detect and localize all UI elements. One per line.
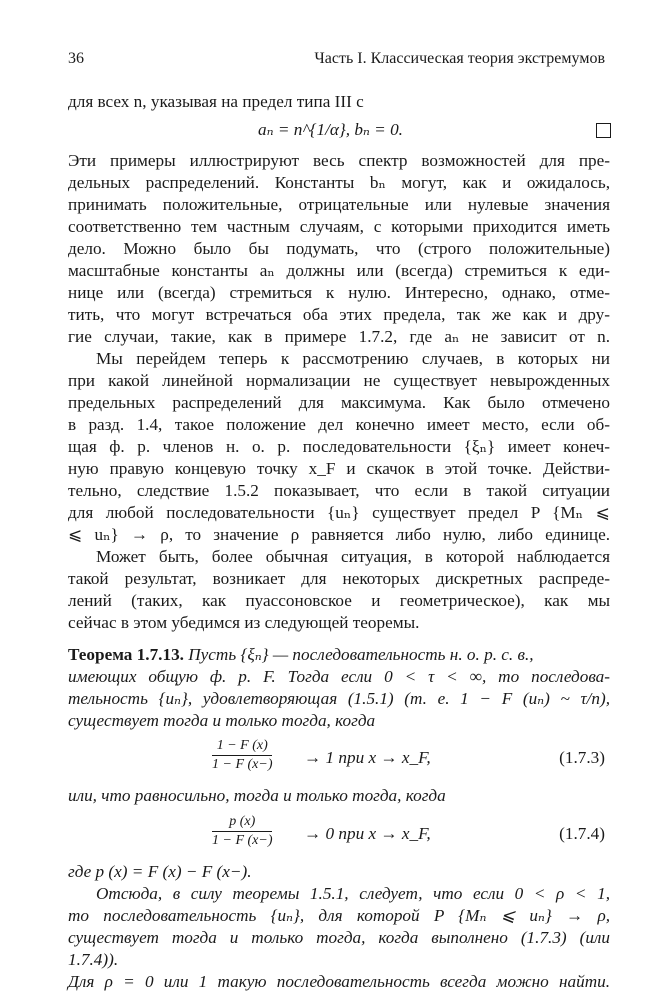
theorem-label: Теорема 1.7.13. [68,645,184,664]
para1-line: принимать положительные, отрицательные или нулевые значения [68,195,610,214]
eq1-numerator: 1 − F (x) [212,738,272,756]
para2-line: тельно, следствие 1.5.2 показывает, что если в такой ситуации [68,481,610,500]
para2-line: щая ф. р. членов н. о. р. последовательности {ξₙ} имеет конеч- [68,437,610,456]
para2-line: предельных распределений для максимума. Как было отмечено [68,393,610,412]
theorem-last-line: Для ρ = 0 или 1 такую последовательность всегда можно найти. [68,972,610,991]
para1-line: тить, что могут встречаться оба этих предела, так же как и дру- [68,305,610,324]
corollary-line: 1.7.4)). [68,950,119,969]
eq2-denominator: 1 − F (x−) [212,833,273,848]
para3-line: сейчас в этом убедимся из следующей теоремы. [68,613,420,632]
para1-line: дело. Можно было бы подумать, что (строго положительные) [68,239,610,258]
para2-line: ⩽ uₙ} → ρ, то значение ρ равняется либо нулю, либо единице. [68,525,610,544]
eq1-denominator: 1 − F (x−) [212,757,273,772]
corollary-line: то последовательность {uₙ}, для которой P {Mₙ ⩽ uₙ} → ρ, [68,906,610,925]
eq2-rest: → 0 при x → x_F, [304,824,431,843]
eq1-rest: → 1 при x → x_F, [304,748,431,767]
theorem-line: имеющих общую ф. р. F. Тогда если 0 < τ < ∞, то последова- [68,667,610,686]
eq1-fraction [212,738,272,773]
eq2-number: (1.7.4) [559,824,605,843]
theorem-first-line [68,645,534,665]
eq2-numerator: p (x) [212,814,272,832]
intro-formula: aₙ = n^{1/α}, bₙ = 0. [258,120,403,139]
para3-line: такой результат, возникает для некоторых дискретных распреде- [68,569,610,588]
theorem-line: существует тогда и только тогда, когда [68,711,376,730]
para1-line: гие случаи, такие, как в примере 1.7.2, где aₙ не зависит от n. [68,327,610,346]
theorem-text: Пусть {ξₙ} — последовательность н. о. р. с. в., [188,645,534,664]
eq1-number: (1.7.3) [559,748,605,767]
corollary-line: существует тогда и только тогда, когда выполнено (1.7.3) (или [68,928,610,947]
theorem-where-line: где p (x) = F (x) − F (x−). [68,862,252,881]
eq2-fraction [212,814,272,849]
corollary-line: Отсюда, в силу теоремы 1.5.1, следует, что если 0 < ρ < 1, [96,884,610,903]
para2-line: при какой линейной нормализации не существует невырожденных [68,371,610,390]
para1-line: дельных распределений. Константы bₙ могут, как и ожидалось, [68,173,610,192]
end-of-proof-square [596,123,611,138]
para1-line: масштабные константы aₙ должны или (всегда) стремиться к еди- [68,261,610,280]
para2-line: в разд. 1.4, такое положение дел конечно имеет место, если об- [68,415,610,434]
theorem-line: тельность {uₙ}, удовлетворяющая (1.5.1) (т. е. 1 − F (uₙ) ~ τ/n), [68,689,610,708]
intro-line: для всех n, указывая на предел типа III с [68,92,364,111]
page-header [68,50,605,68]
para2-line: ную правую концевую точку x_F и скачок в этой точке. Действи- [68,459,610,478]
para2-line: для любой последовательности {uₙ} существует предел P {Mₙ ⩽ [68,503,610,522]
theorem-mid-line: или, что равносильно, тогда и только тогда, когда [68,786,446,805]
para2-line: Мы перейдем теперь к рассмотрению случаев, в которых ни [96,349,610,368]
para3-line: лений (таких, как пуассоновское и геометрическое), как мы [68,591,610,610]
para1-line: нице или (всегда) стремиться к нулю. Интересно, однако, отме- [68,283,610,302]
para3-line: Может быть, более обычная ситуация, в которой наблюдается [96,547,610,566]
running-title: Часть I. Классическая теория экстремумов [314,50,605,67]
page-number: 36 [68,50,84,67]
para1-line: соответственно тем частным случаям, с которыми приходится иметь [68,217,610,236]
para1-line: Эти примеры иллюстрируют весь спектр возможностей для пре- [68,151,610,170]
